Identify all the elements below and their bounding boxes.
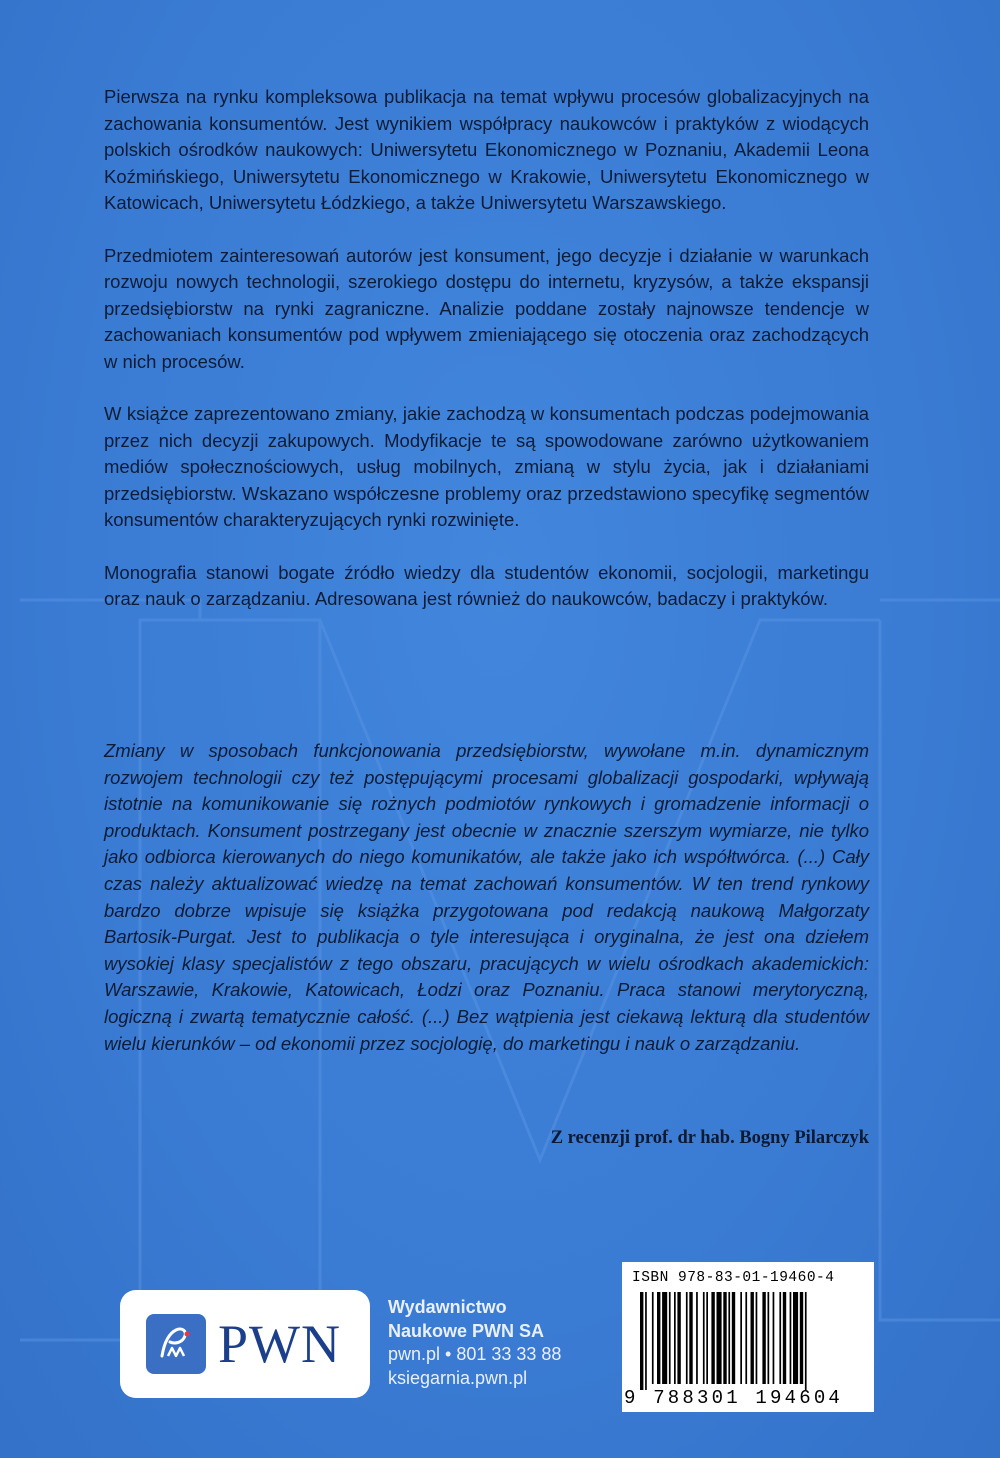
publisher-shop: ksiegarnia.pwn.pl (388, 1367, 528, 1388)
publisher-contact: pwn.pl • 801 33 33 88 (388, 1344, 562, 1364)
barcode-digits: 9 788301 194604 (624, 1387, 844, 1409)
review-quote: Zmiany w sposobach funkcjonowania przedsiębiorstw, wywołane m.in. dynamicznym rozwojem technologii czy też postępującymi procesami globalizacji gospodarki, wpływają istotnie na komunikowanie się rożnych podmiotów rynkowych i gromadzenie informacji o produktach. Konsument postrzegany jest obecnie w znacznie szerszym wymiarze, nie tylko jako odbiorca kierowanych do niego komunikatów, ale także jako ich współtwórca. (...) Cały czas należy aktualizować wiedzę na temat zachowań konsumentów. W ten trend rynkowy bardzo dobrze wpisuje się książka przygotowana pod redakcją naukową Małgorzaty Bartosik-Purgat. Jest to publikacja o tyle interesująca i oryginalna, że jest ona dziełem wysokiej klasy specjalistów z tego obszaru, pracujących w wielu ośrodkach akademickich: Warszawie, Krakowie, Katowicach, Łodzi oraz Poznaniu. Praca stanowi merytoryczną, logiczną i zwartą tematycznie całość. (...) Bez wątpienia jest ciekawą lekturą dla studentów wielu kierunków – od ekonomii przez socjologię, do marketingu i nauk o zarządzaniu. (104, 740, 869, 1054)
pwn-logo-text: PWN (218, 1314, 341, 1374)
publisher-line-2: Naukowe PWN SA (388, 1320, 545, 1341)
description-paragraph-2: Przedmiotem zainteresowań autorów jest konsument, jego decyzje i działanie w warunkach rozwoju nowych technologii, szerokiego dostępu do internetu, kryzysów, a także ekspansji przedsiębiorstw na rynki zagraniczne. Analizie poddane zostały najnowsze tendencje w zachowaniach konsumentów pod wpływem zmieniającego się otoczenia oraz zachodzących w nich procesów. (104, 244, 869, 372)
publisher-line-1: Wydawnictwo (388, 1297, 507, 1317)
isbn-barcode (622, 1262, 874, 1412)
description-paragraph-4: Monografia stanowi bogate źródło wiedzy dla studentów ekonomii, socjologii, marketingu oraz nauk o zarządzaniu. Adresowana jest również do naukowców, badaczy i praktyków. (104, 561, 869, 609)
description-paragraph-1: Pierwsza na rynku kompleksowa publikacja na temat wpływu procesów globalizacyjnych na zachowania konsumentów. Jest wynikiem współpracy naukowców i praktyków z wiodących polskich ośrodków naukowych: Uniwersytetu Ekonomicznego w Poznaniu, Akademii Leona Koźmińskiego, Uniwersytetu Ekonomicznego w Krakowie, Uniwersytetu Ekonomicznego w Katowicach, Uniwersytetu Łódzkiego, a także Uniwersytetu Warszawskiego. (104, 86, 869, 213)
description-block (104, 84, 869, 639)
description-paragraph-3: W książce zaprezentowano zmiany, jakie zachodzą w konsumentach podczas podejmowania przez nich decyzji zakupowych. Modyfikacje te są spowodowane zarówno użytkowaniem mediów społecznościowych, usług mobilnych, zmianą w stylu życia, jak i działaniami przedsiębiorstw. Wskazano współczesne problemy oraz przedstawiono specyfikę segmentów konsumentów charakteryzujących rynki rozwinięte. (104, 403, 869, 530)
isbn-label: ISBN 978-83-01-19460-4 (632, 1270, 835, 1286)
pwn-emblem-icon (146, 1314, 206, 1374)
review-attribution: Z recenzji prof. dr hab. Bogny Pilarczyk (550, 1128, 869, 1148)
publisher-info (388, 1296, 561, 1390)
pwn-logo (120, 1290, 370, 1398)
